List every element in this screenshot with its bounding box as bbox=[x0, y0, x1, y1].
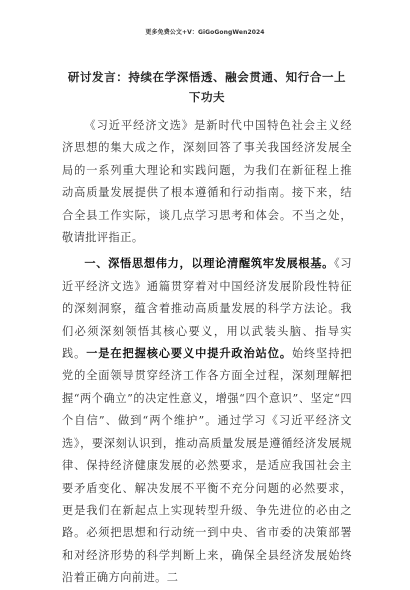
section-text-a: 《习近平经济文选》通篇贯穿着对中国经济发展阶段性特征的深刻洞察，蕴含着推动高质量发展的科学方法论。我们必须深刻领悟其核心要义，用以武装头脑、指导实践。 bbox=[62, 257, 352, 361]
section-emphasis: 一是在把握核心要义中提升政治站位。 bbox=[86, 347, 292, 361]
section-text-b: 始终坚持把党的全面领导贯穿经济工作各方面全过程，深刻理解把握“两个确立”的决定性意义，增强“四个意识”、坚定“四个自信”、做到“两个维护”。通过学习《习近平经济文选》，要深刻认识到，推动高质量发展是遵循经济发展规律、保持经济健康发展的必然要求，是适应我国社会主要矛盾变化、解决发展不平衡不充分问题的必然要求，更是我们在新起点上实现转型升级、争先进位的必由之路。必须把思想和行动统一到中央、省市委的决策部署和对经济形势的科学判断上来，确保全县经济发展始终沿着正确方向前进。二 bbox=[62, 347, 352, 585]
header-note: 更多免费公文+V：GiGoGongWen2024 bbox=[145, 29, 265, 36]
paragraph-section-one bbox=[62, 253, 352, 589]
document-title: 研讨发言：持续在学深悟透、融会贯通、知行合一上下功夫 bbox=[67, 70, 347, 104]
section-heading: 一、深悟思想伟力，以理论清醒筑牢发展根基。 bbox=[84, 257, 335, 271]
document-body bbox=[62, 67, 352, 590]
paragraph-intro: 《习近平经济文选》是新时代中国特色社会主义经济思想的集大成之作，深刻回答了事关我国经济发展全局的一系列重大理论和实践问题，为我们在新征程上推动高质量发展提供了根本遵循和行动指南。接下来，结合全县工作实际，谈几点学习思考和体会。不当之处，敬请批评指正。 bbox=[62, 119, 352, 245]
